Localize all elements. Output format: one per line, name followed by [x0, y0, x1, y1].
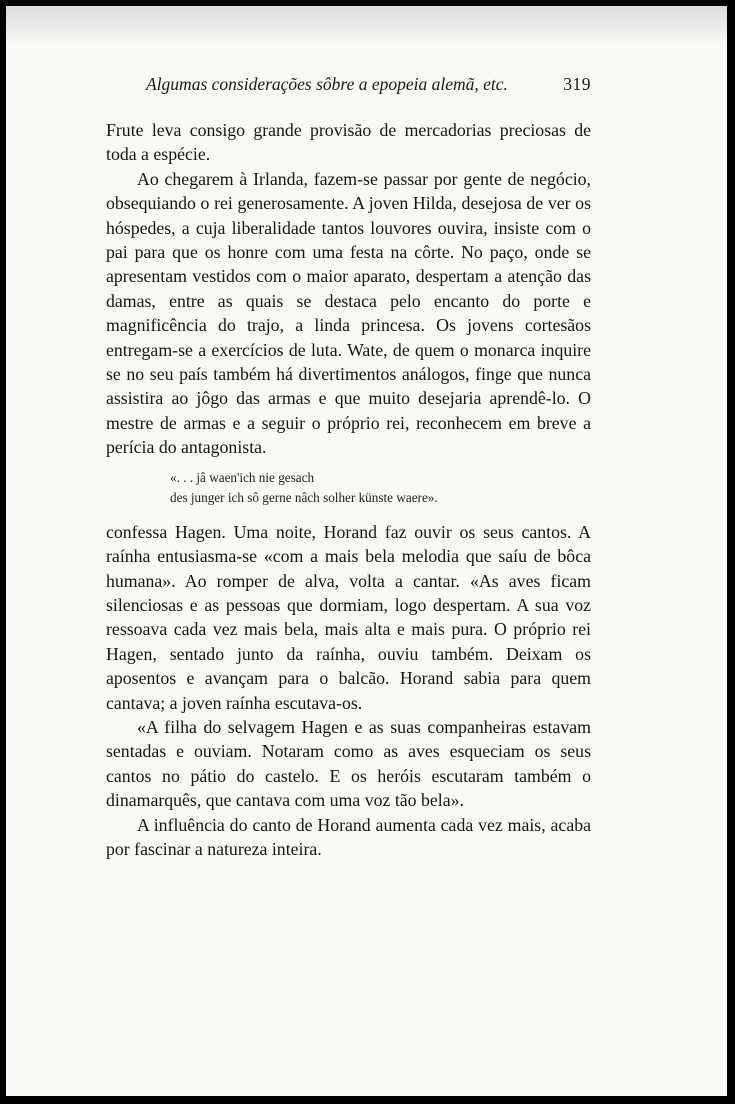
running-head	[146, 74, 591, 95]
page-number: 319	[563, 74, 591, 94]
paragraph: «A filha do selvagem Hagen e as suas companheiras estavam sentadas e ouviam. Notaram como as aves esqueciam os seus cantos no pátio do castelo. E os heróis escutaram também o dinamarquês, que cantava com uma voz tão bela».	[106, 716, 591, 811]
running-head-title: Algumas considerações sôbre a epopeia alemã, etc.	[146, 74, 508, 94]
paragraph: A influência do canto de Horand aumenta cada vez mais, acaba por fascinar a natureza inteira.	[106, 814, 591, 859]
paragraph: confessa Hagen. Uma noite, Horand faz ouvir os seus cantos. A raínha entusiasma-se «com a mais bela melodia que saíu de bôca humana». Ao romper de alva, volta a cantar. «As aves ficam silenciosas e as pessoas que dormiam, logo despertam. A sua voz ressoava cada vez mais bela, mais alta e mais pura. O próprio rei Hagen, sentado junto da raínha, ouviu também. Deixam os aposentos e avançam para o balcão. Horand sabia para quem cantava; a joven raínha escutava-os.	[106, 521, 591, 713]
book-page	[6, 6, 727, 1096]
paragraph: Ao chegarem à Irlanda, fazem-se passar por gente de negócio, obsequiando o rei generosamente. A joven Hilda, desejosa de ver os hóspedes, a cuja liberalidade tantos louvores ouvira, insiste com o pai para que os honre com uma festa na côrte. No paço, onde se apresentam vestidos com o maior aparato, despertam a atenção das damas, entre as quais se destaca pelo encanto do porte e magnificência do trajo, a linda princesa. Os jovens cortesãos entregam-se a exercícios de luta. Wate, de quem o monarca inquire se no seu país também há divertimentos análogos, finge que nunca assistira ao jôgo das armas e que muito desejaria aprendê-lo. O mestre de armas e a seguir o próprio rei, reconhecem em breve a perícia do antagonista.	[106, 168, 591, 458]
verse-line: des junger ich sô gerne nâch solher künste waere».	[170, 489, 438, 505]
body-text	[106, 118, 591, 861]
verse-line: «. . . jâ waen'ich nie gesach	[170, 469, 315, 485]
verse-quote	[170, 468, 591, 508]
paragraph: Frute leva consigo grande provisão de mercadorias preciosas de toda a espécie.	[106, 120, 591, 165]
